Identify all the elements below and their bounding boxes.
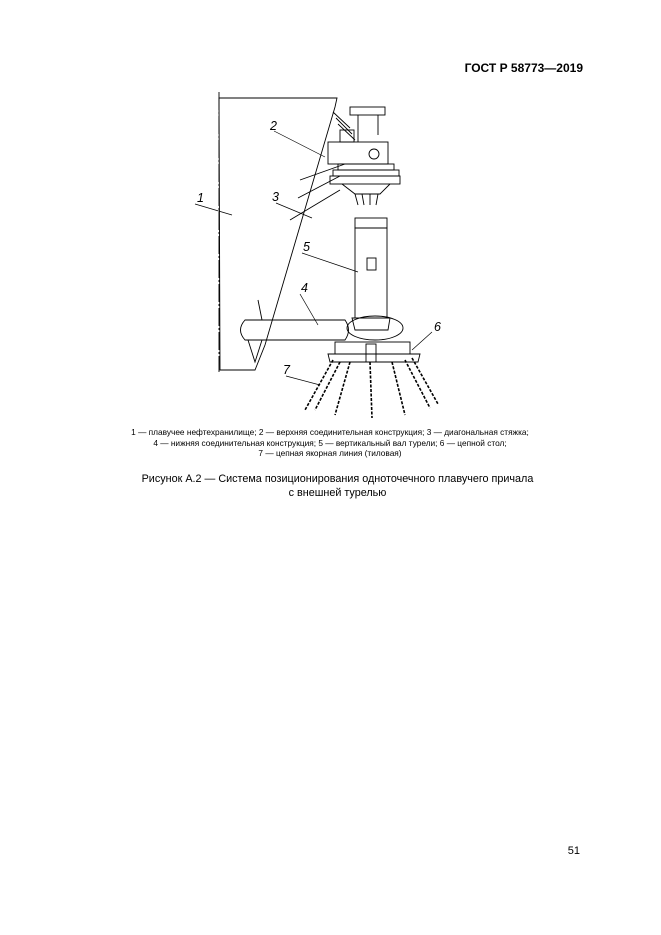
anchor-chains	[305, 358, 438, 418]
callout-7: 7	[283, 363, 290, 377]
callout-5: 5	[303, 240, 310, 254]
figure-legend	[60, 427, 600, 459]
legend-line: 1 — плавучее нефтехранилище; 2 — верхняя соединительная конструкция; 3 — диагональная стяжка;	[131, 427, 529, 437]
callout-1: 1	[197, 191, 204, 205]
caption-line-1: Рисунок А.2 — Система позиционирования одноточечного плавучего причала	[141, 473, 534, 485]
callout-4: 4	[301, 281, 308, 295]
page-number: 51	[567, 845, 580, 857]
callout-2: 2	[270, 119, 277, 133]
turret-mooring-figure	[150, 85, 490, 420]
lower-connecting-structure	[241, 300, 404, 362]
callout-6: 6	[434, 320, 441, 334]
figure-caption	[60, 473, 615, 500]
document-header: ГОСТ Р 58773—2019	[464, 61, 583, 75]
diagonal-brace	[290, 164, 345, 220]
caption-line-2: с внешней турелью	[288, 486, 387, 499]
callout-3: 3	[272, 190, 279, 204]
turret-mooring-drawing	[150, 85, 490, 420]
chain-table	[328, 342, 420, 362]
legend-line: 4 — нижняя соединительная конструкция; 5 — вертикальный вал турели; 6 — цепной стол;	[153, 437, 507, 448]
turret-shaft	[352, 218, 390, 330]
leader-lines	[195, 131, 432, 385]
vessel-hull	[219, 98, 337, 370]
legend-line: 7 — цепная якорная линия (тиловая)	[258, 448, 402, 459]
